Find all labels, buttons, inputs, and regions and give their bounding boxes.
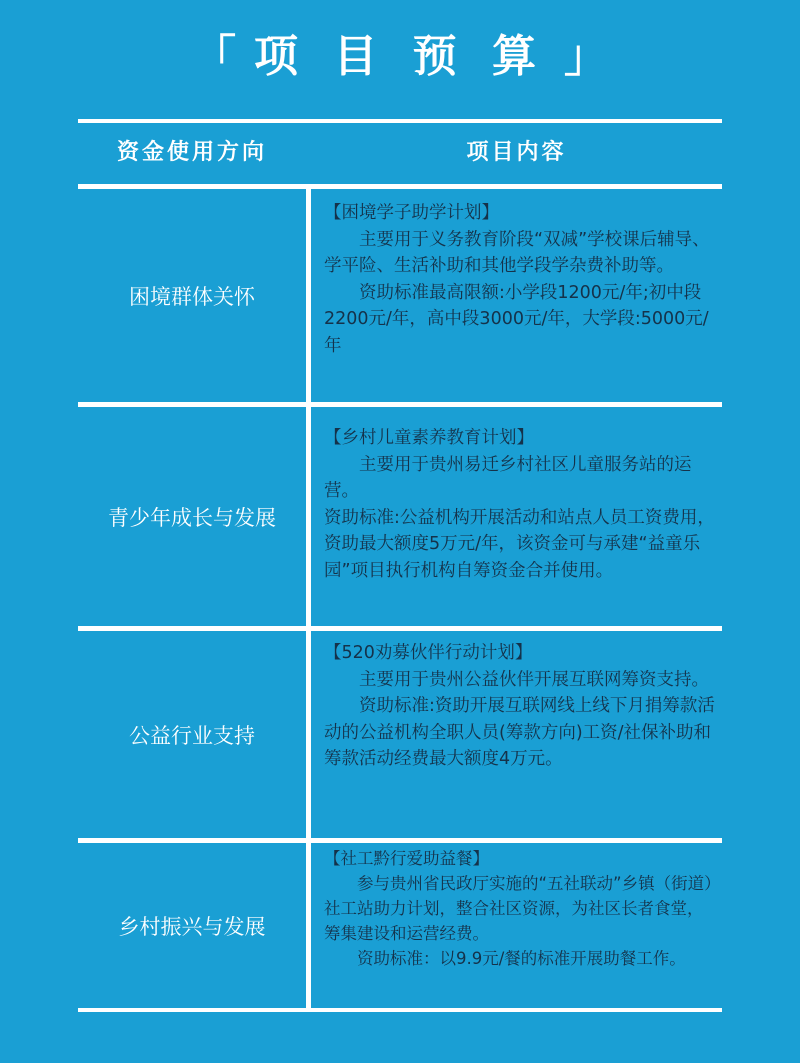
column-divider <box>306 189 311 1008</box>
content-paragraph: 资助标准:资助开展互联网线上线下月捐筹款活动的公益机构全职人员(筹款方向)工资/社保补助和筹款活动经费最大额度4万元。 <box>324 696 715 769</box>
content-title: 【乡村儿童素养教育计划】 <box>324 428 534 448</box>
category-cell: 公益行业支持 <box>129 723 255 748</box>
category-cell: 乡村振兴与发展 <box>118 914 266 939</box>
content-title: 【社工黔行爱助益餐】 <box>324 849 489 868</box>
content-title: 【520劝募伙伴行动计划】 <box>324 643 533 663</box>
content-paragraph: 主要用于贵州公益伙伴开展互联网筹资支持。 <box>359 669 709 690</box>
table-bottom-rule <box>78 1008 722 1012</box>
content-paragraph: 资助标准最高限额:小学段1200元/年;初中段2200元/年，高中段3000元/年，大学段:5000元/年 <box>324 282 709 356</box>
header-funding-direction: 资金使用方向 <box>116 140 267 165</box>
content-cell <box>324 425 718 623</box>
content-title: 【困境学子助学计划】 <box>324 203 499 223</box>
content-paragraph: 主要用于贵州易迁乡村社区儿童服务站的运营。 <box>324 454 692 501</box>
content-paragraph: 主要用于义务教育阶段“双减”学校课后辅导、学平险、生活补助和其他学段学杂费补助等。 <box>324 229 710 276</box>
content-paragraph: 资助标准:公益机构开展活动和站点人员工资费用，资助最大额度5万元/年，该资金可与承建“益童乐园”项目执行机构自筹资金合并使用。 <box>324 507 715 581</box>
content-paragraph: 资助标准：以9.9元/餐的标准开展助餐工作。 <box>357 949 686 968</box>
header-project-content: 项目内容 <box>466 140 567 165</box>
title-text: 项 目 预 算 <box>254 31 546 82</box>
category-cell: 青少年成长与发展 <box>108 505 276 530</box>
title-right-bracket: 」 <box>563 31 608 82</box>
title-left-bracket: 「 <box>192 31 237 82</box>
category-cell: 困境群体关怀 <box>129 284 255 309</box>
content-cell <box>324 846 718 1006</box>
content-cell <box>324 640 718 836</box>
content-paragraph: 参与贵州省民政厅实施的“五社联动”乡镇（街道）社工站助力计划，整合社区资源，为社区长者食堂，筹集建设和运营经费。 <box>324 874 713 943</box>
page-title <box>0 22 800 92</box>
content-cell <box>324 200 718 398</box>
